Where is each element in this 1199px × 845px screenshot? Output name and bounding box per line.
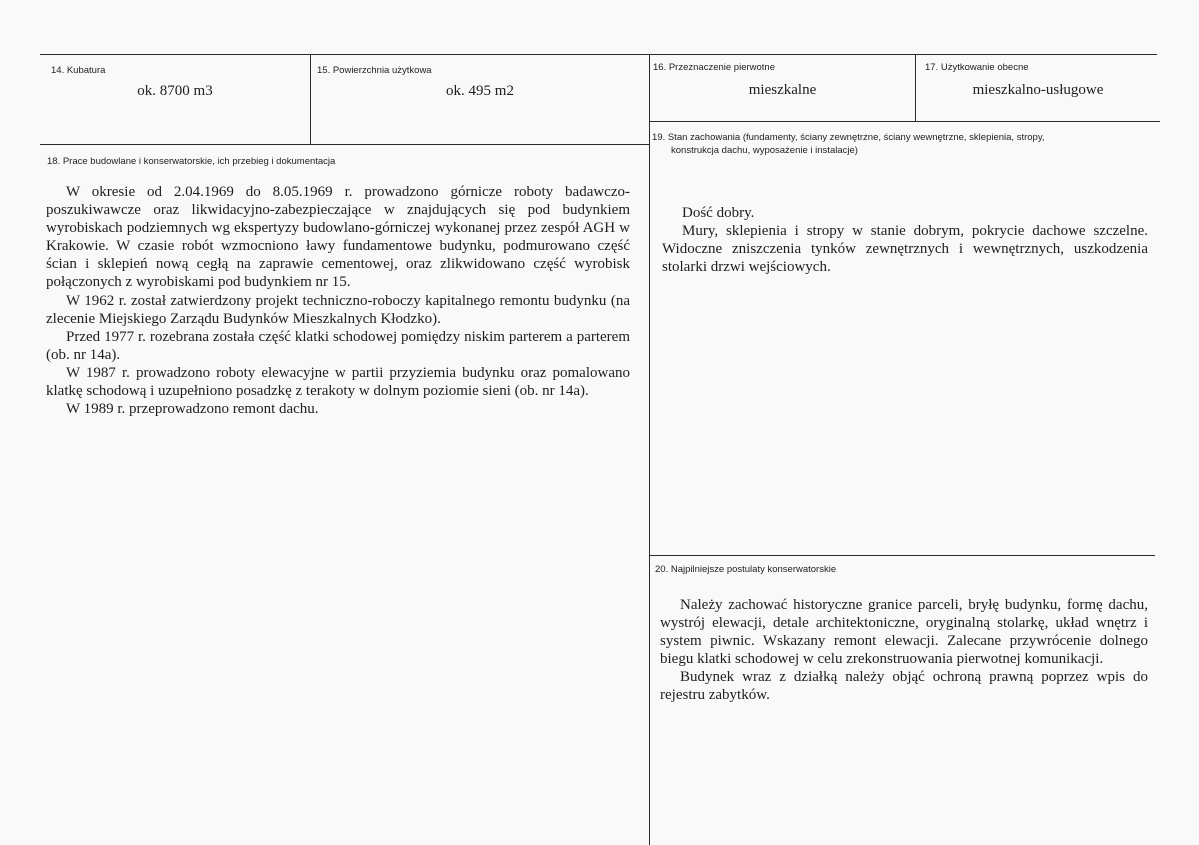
rule-right-section20 bbox=[650, 555, 1155, 556]
field-16-label: 16. Przeznaczenie pierwotne bbox=[653, 62, 775, 73]
field-20-label: 20. Najpilniejsze postulaty konserwatorskie bbox=[655, 564, 837, 575]
field-17-label: 17. Użytkowanie obecne bbox=[925, 62, 1029, 73]
field-17-value: mieszkalno-usługowe bbox=[972, 82, 1104, 98]
field-15-value: ok. 495 m2 bbox=[446, 83, 514, 99]
field-19-text bbox=[662, 204, 1148, 276]
field-20-text bbox=[660, 596, 1148, 705]
top-rule bbox=[40, 54, 1157, 55]
rule-left-section18 bbox=[40, 144, 650, 145]
field-19-paragraph: Mury, sklepienia i stropy w stanie dobrym, pokrycie dachowe szczelne. Widoczne zniszczenia tynków zewnętrznych i wewnętrznych, uszkodzenia stolarki drzwi wejściowych. bbox=[662, 223, 1148, 276]
center-divider bbox=[649, 55, 650, 845]
field-18-paragraph: W 1962 r. został zatwierdzony projekt techniczno-roboczy kapitalnego remontu budynku (na zlecenie Miejskiego Zarządu Budynków Mieszkalnych Kłodzko). bbox=[46, 292, 630, 327]
field-15-label: 15. Powierzchnia użytkowa bbox=[317, 65, 432, 76]
field-18-label: 18. Prace budowlane i konserwatorskie, ich przebieg i dokumentacja bbox=[47, 156, 336, 167]
field-18-text bbox=[46, 183, 630, 418]
field-18-paragraph: W 1989 r. przeprowadzono remont dachu. bbox=[66, 401, 319, 418]
field-18-paragraph: Przed 1977 r. rozebrana została część klatki schodowej pomiędzy niskim parterem a parterem (ob. nr 14a). bbox=[46, 328, 630, 363]
field-19-label-line2: konstrukcja dachu, wyposażenie i instalacje) bbox=[671, 145, 858, 156]
field-20-paragraph: Budynek wraz z działką należy objąć ochroną prawną poprzez wpis do rejestru zabytków. bbox=[660, 669, 1148, 704]
field-18-paragraph: W okresie od 2.04.1969 do 8.05.1969 r. prowadzono górnicze roboty badawczo- poszukiwawcze oraz likwidacyjno-zabezpieczające w znajdujących się pod budynkiem wyrobiskach podziemnych wg ekspertyzy budowlano-górniczej wykonanej przez zespół AGH w Krakowie. W czasie robót wzmocniono ławy fundamentowe budynku, podmurowano część ścian i sklepień nową cegłą na zaprawie cementowej, oraz zlikwidowano część wyrobisk połączonych z wyrobiskami pod budynkiem nr 15. bbox=[46, 184, 630, 291]
field-19-label-line1: 19. Stan zachowania (fundamenty, ściany zewnętrzne, ściany wewnętrzne, sklepienia, stropy, bbox=[652, 132, 1045, 143]
field-14-label: 14. Kubatura bbox=[51, 65, 106, 76]
field-19-paragraph: Dość dobry. bbox=[682, 205, 755, 221]
rule-right-section19 bbox=[650, 121, 1160, 122]
field-14-value: ok. 8700 m3 bbox=[137, 83, 213, 99]
field-16-value: mieszkalne bbox=[748, 82, 817, 98]
field-18-paragraph: W 1987 r. prowadzono roboty elewacyjne w partii przyziemia budynku oraz pomalowano klatkę schodową i uzupełniono posadzkę z terakoty w dolnym poziomie sieni (ob. nr 14a). bbox=[46, 364, 630, 400]
field-20-paragraph: Należy zachować historyczne granice parceli, bryłę budynku, formę dachu, wystrój elewacji, detale architektoniczne, oryginalną stolarkę, układ wnętrz i system piwnic. Wskazany remont elewacji. Zalecane przywrócenie dolnego biegu klatki schodowej w celu zrekonstruowania pierwotnej komunikacji. bbox=[660, 597, 1148, 668]
